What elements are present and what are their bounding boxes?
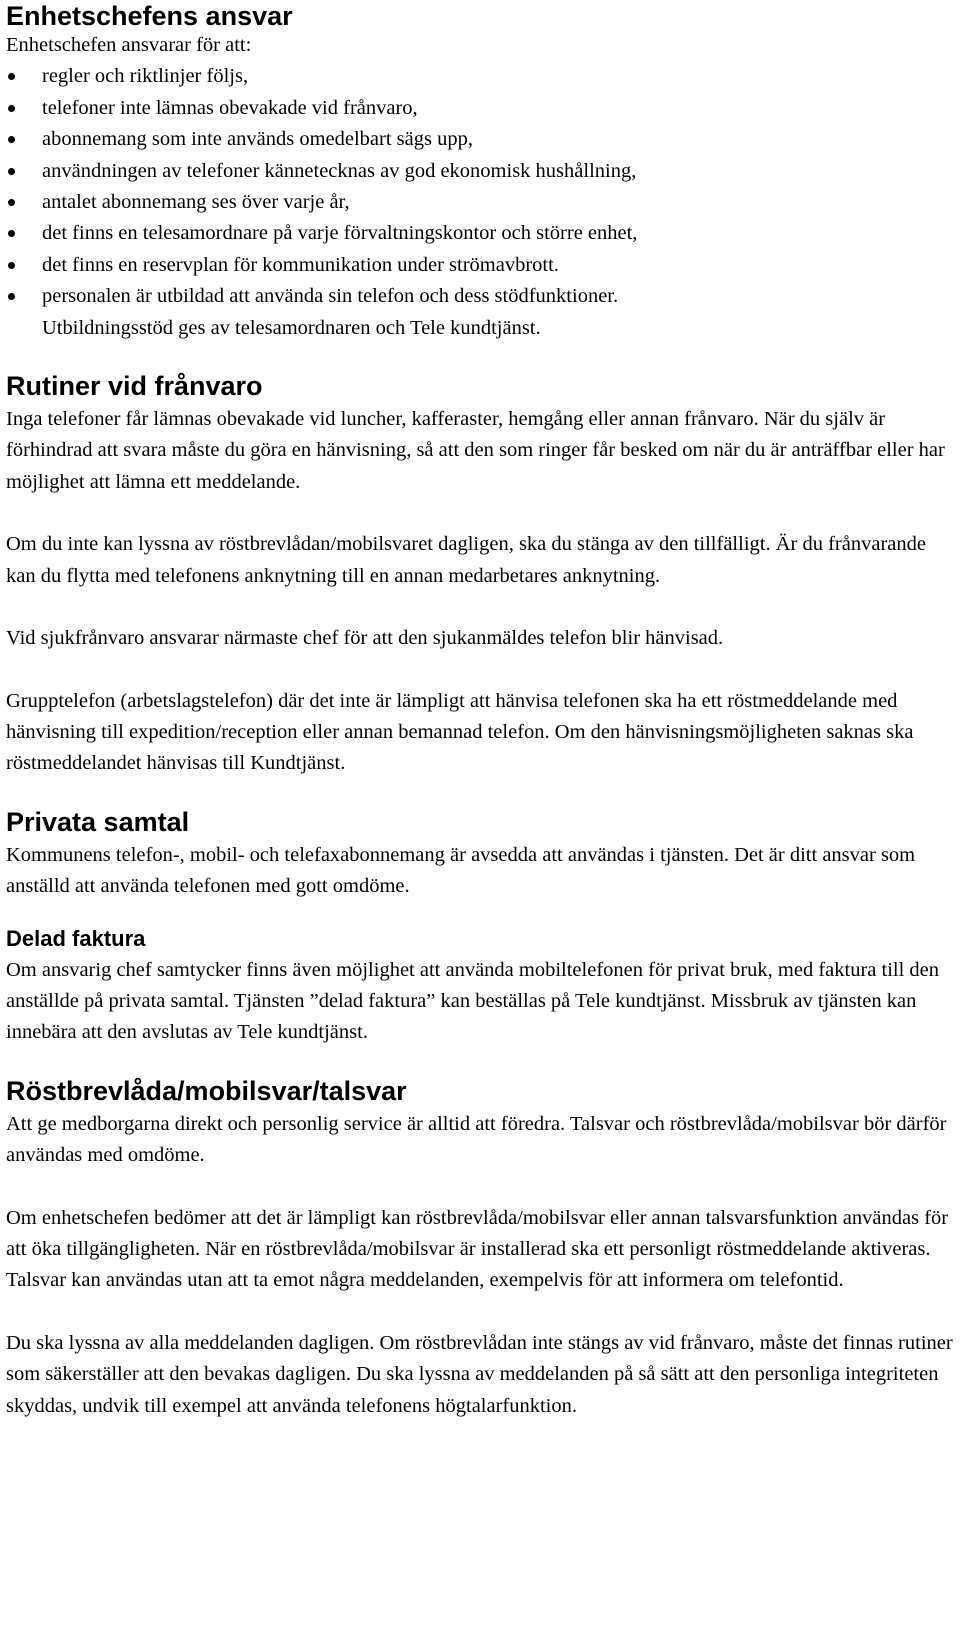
bullet-icon (8, 73, 15, 80)
section-title: Rutiner vid frånvaro (6, 371, 263, 402)
section-title: Enhetschefens ansvar (6, 1, 293, 31)
paragraph: Kommunens telefon-, mobil- och telefaxabonnemang är avsedda att användas i tjänsten. Det är ditt ansvar som anställd att använda telefonen med gott omdöme. (6, 843, 916, 898)
list-item: personalen är utbildad att använda sin telefon och dess stödfunktioner. (6, 281, 954, 312)
section-followup: Utbildningsstöd ges av telesamordnaren och Tele kundtjänst. (42, 316, 541, 339)
bullet-icon (8, 230, 15, 237)
list-item: regler och riktlinjer följs, (6, 61, 954, 92)
list-item: antalet abonnemang ses över varje år, (6, 187, 954, 218)
section-title: Röstbrevlåda/mobilsvar/talsvar (6, 1075, 407, 1106)
list-item: användningen av telefoner kännetecknas av god ekonomisk hushållning, (6, 156, 954, 187)
paragraph: Inga telefoner får lämnas obevakade vid luncher, kafferaster, hemgång eller annan frånvaro. När du själv är förhindrad att svara måste du göra en hänvisning, så att den som ringer får besked om när du är anträffbar eller har möjlighet att lämna ett meddelande. (6, 408, 945, 493)
list-item: abonnemang som inte används omedelbart sägs upp, (6, 124, 954, 155)
section-enhetschef (6, 0, 954, 344)
paragraph: Om du inte kan lyssna av röstbrevlådan/mobilsvaret dagligen, ska du stänga av den tillfälligt. Är du frånvarande kan du flytta med telefonens anknytning till en annan medarbetares anknytning. (6, 533, 926, 587)
paragraph: Vid sjukfrånvaro ansvarar närmaste chef för att den sjukanmäldes telefon blir hänvisad. (6, 627, 724, 650)
bullet-icon (8, 199, 15, 206)
list-item: telefoner inte lämnas obevakade vid frånvaro, (6, 93, 954, 124)
section-intro: Enhetschefen ansvarar för att: (6, 34, 252, 56)
paragraph: Om ansvarig chef samtycker finns även möjlighet att använda mobiltelefonen för privat bruk, med faktura till den anställde på privata samtal. Tjänsten ”delad faktura” kan beställas på Tele kundtjänst. Missbruk av tjänsten kan innebära att den avslutas av Tele kundtjänst. (6, 958, 940, 1044)
responsibility-list (6, 61, 954, 312)
bullet-icon (8, 293, 15, 300)
paragraph: Grupptelefon (arbetslagstelefon) där det inte är lämpligt att hänvisa telefonen ska ha ett röstmeddelande med hänvisning till expedition/reception eller annan bemannad telefon. Om den hänvisningsmöjligheten saknas ska röstmeddelandet hänvisas till Kundtjänst. (6, 689, 914, 775)
section-delad (6, 925, 954, 1049)
section-rostbrevlada (6, 1075, 954, 1422)
section-title: Privata samtal (6, 806, 190, 837)
bullet-icon (8, 168, 15, 175)
bullet-icon (8, 136, 15, 143)
list-item: det finns en reservplan för kommunikation under strömavbrott. (6, 250, 954, 281)
bullet-icon (8, 262, 15, 269)
section-privata (6, 806, 954, 903)
paragraph: Du ska lyssna av alla meddelanden dagligen. Om röstbrevlådan inte stängs av vid frånvaro, måste det finnas rutiner som säkerställer att den bevakas dagligen. Du ska lyssna av meddelanden på så sätt att den personliga integriteten skyddas, undvik till exempel att använda telefonens högtalarfunktion. (6, 1331, 953, 1417)
paragraph: Om enhetschefen bedömer att det är lämpligt kan röstbrevlåda/mobilsvar eller annan talsvarsfunktion användas för att öka tillgängligheten. När en röstbrevlåda/mobilsvar är installerad ska ett personligt röstmeddelande aktiveras. Talsvar kan användas utan att ta emot några meddelanden, exempelvis för att informera om telefontid. (6, 1206, 949, 1292)
section-title: Delad faktura (6, 925, 146, 951)
paragraph: Att ge medborgarna direkt och personlig service är alltid att föredra. Talsvar och röstbrevlåda/mobilsvar bör därför användas med omdöme. (6, 1112, 947, 1167)
list-item: det finns en telesamordnare på varje förvaltningskontor och större enhet, (6, 218, 954, 249)
bullet-icon (8, 105, 15, 112)
section-franvaro (6, 370, 954, 780)
